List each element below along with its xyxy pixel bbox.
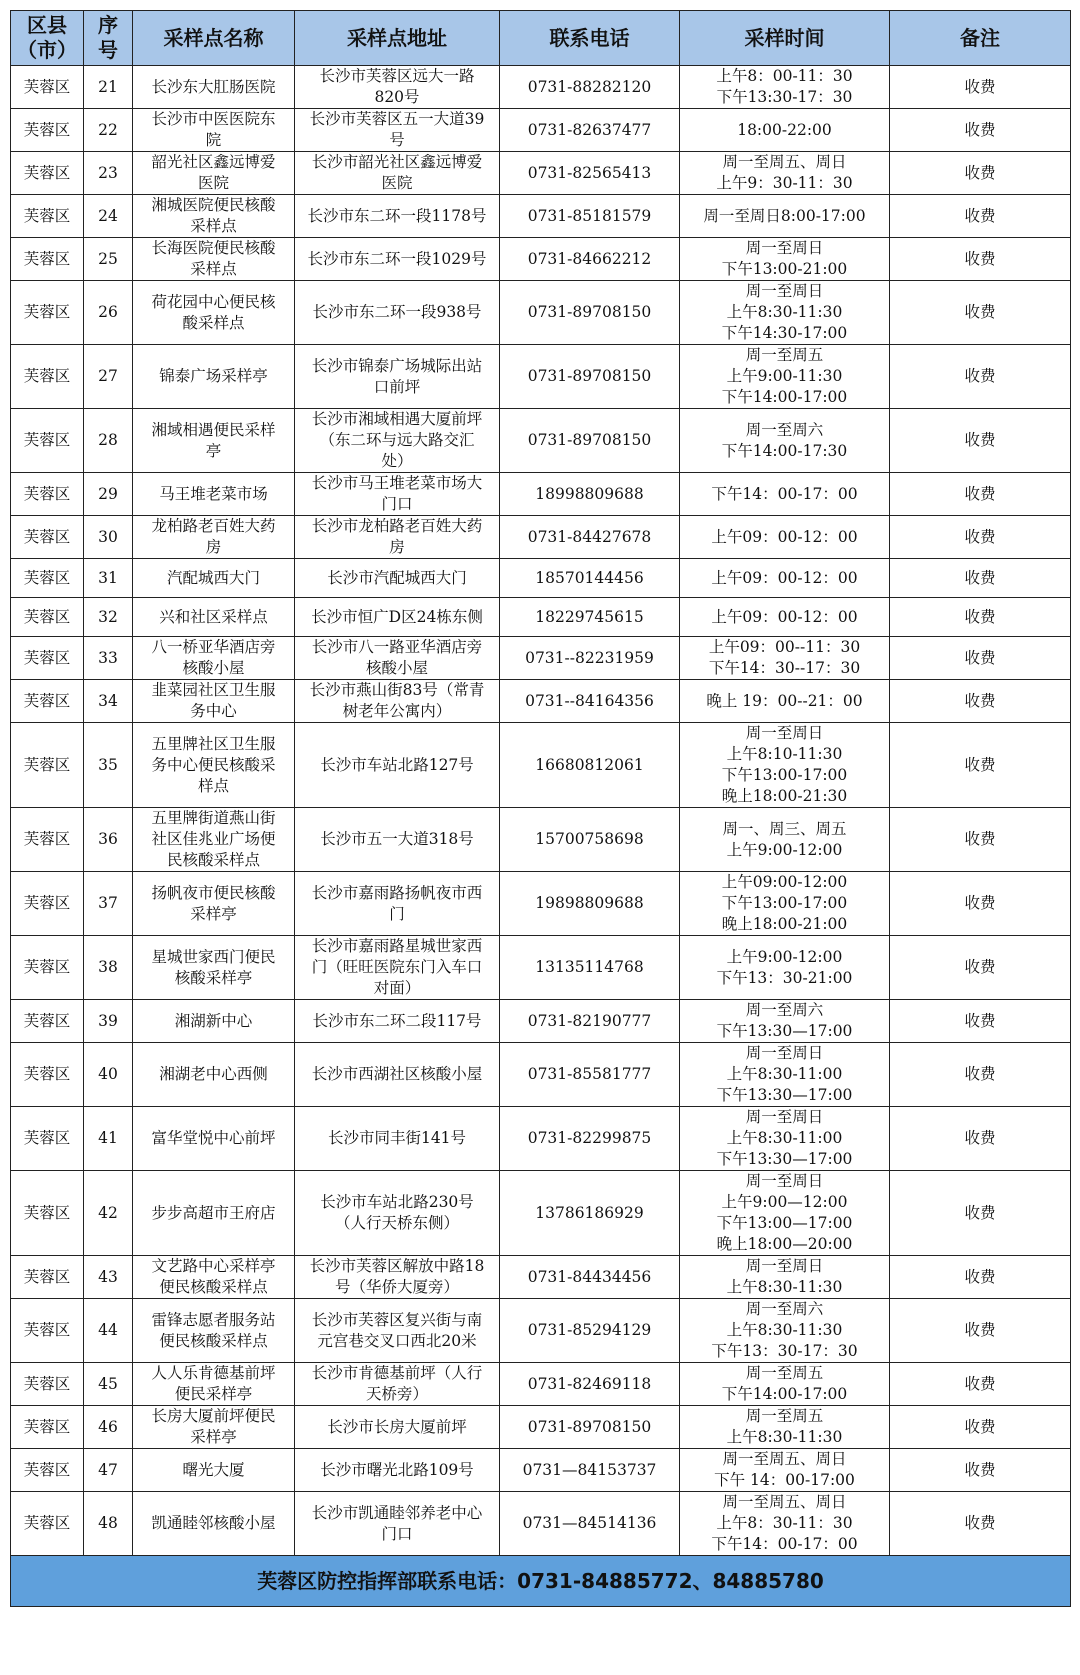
cell-no: 30 [84, 516, 133, 559]
cell-address: 长沙市车站北路127号 [295, 723, 500, 808]
cell-no: 45 [84, 1363, 133, 1406]
cell-district: 芙蓉区 [11, 152, 84, 195]
cell-hours: 周一至周六 下午13:30—17:00 [680, 1000, 890, 1043]
cell-no: 28 [84, 409, 133, 473]
cell-name: 锦泰广场采样亭 [133, 345, 295, 409]
cell-district: 芙蓉区 [11, 1171, 84, 1256]
cell-phone: 0731-85181579 [500, 195, 680, 238]
cell-address: 长沙市东二环二段117号 [295, 1000, 500, 1043]
cell-hours: 下午14：00-17：00 [680, 473, 890, 516]
cell-name: 人人乐肯德基前坪 便民采样亭 [133, 1363, 295, 1406]
cell-hours: 周一至周日 上午8:10-11:30 下午13:00-17:00 晚上18:00-21:30 [680, 723, 890, 808]
cell-phone: 16680812061 [500, 723, 680, 808]
cell-no: 42 [84, 1171, 133, 1256]
cell-note: 收费 [890, 598, 1071, 637]
cell-address: 长沙市芙蓉区解放中路18 号（华侨大厦旁） [295, 1256, 500, 1299]
cell-phone: 0731--84164356 [500, 680, 680, 723]
cell-district: 芙蓉区 [11, 238, 84, 281]
cell-address: 长沙市龙柏路老百姓大药 房 [295, 516, 500, 559]
cell-district: 芙蓉区 [11, 1406, 84, 1449]
table-row [11, 109, 1071, 152]
cell-district: 芙蓉区 [11, 808, 84, 872]
cell-name: 雷锋志愿者服务站 便民核酸采样点 [133, 1299, 295, 1363]
cell-phone: 0731-89708150 [500, 1406, 680, 1449]
table-row [11, 680, 1071, 723]
cell-note: 收费 [890, 516, 1071, 559]
cell-address: 长沙市五一大道318号 [295, 808, 500, 872]
cell-district: 芙蓉区 [11, 1000, 84, 1043]
header-name: 采样点名称 [133, 11, 295, 66]
cell-note: 收费 [890, 680, 1071, 723]
cell-note: 收费 [890, 723, 1071, 808]
cell-phone: 13135114768 [500, 936, 680, 1000]
cell-hours: 周一至周五 上午9:00-11:30 下午14:00-17:00 [680, 345, 890, 409]
cell-no: 43 [84, 1256, 133, 1299]
cell-district: 芙蓉区 [11, 1256, 84, 1299]
cell-address: 长沙市西湖社区核酸小屋 [295, 1043, 500, 1107]
cell-note: 收费 [890, 559, 1071, 598]
cell-district: 芙蓉区 [11, 1043, 84, 1107]
cell-name: 兴和社区采样点 [133, 598, 295, 637]
cell-hours: 周一至周五 下午14:00-17:00 [680, 1363, 890, 1406]
table-row [11, 1171, 1071, 1256]
cell-phone: 15700758698 [500, 808, 680, 872]
table-row [11, 409, 1071, 473]
cell-hours: 周一至周六 下午14:00-17:30 [680, 409, 890, 473]
cell-address: 长沙市凯通睦邻养老中心 门口 [295, 1492, 500, 1556]
cell-district: 芙蓉区 [11, 195, 84, 238]
cell-name: 凯通睦邻核酸小屋 [133, 1492, 295, 1556]
cell-note: 收费 [890, 1000, 1071, 1043]
cell-name: 汽配城西大门 [133, 559, 295, 598]
cell-address: 长沙市恒广D区24栋东侧 [295, 598, 500, 637]
table-row [11, 1107, 1071, 1171]
table-row [11, 1449, 1071, 1492]
cell-note: 收费 [890, 195, 1071, 238]
cell-phone: 0731-89708150 [500, 409, 680, 473]
cell-district: 芙蓉区 [11, 109, 84, 152]
header-address: 采样点地址 [295, 11, 500, 66]
cell-note: 收费 [890, 1492, 1071, 1556]
cell-address: 长沙市长房大厦前坪 [295, 1406, 500, 1449]
table-footer [11, 1556, 1071, 1607]
cell-hours: 周一、周三、周五 上午9:00-12:00 [680, 808, 890, 872]
cell-address: 长沙市东二环一段1029号 [295, 238, 500, 281]
cell-address: 长沙市嘉雨路星城世家西 门（旺旺医院东门入车口 对面） [295, 936, 500, 1000]
cell-no: 32 [84, 598, 133, 637]
table-row [11, 345, 1071, 409]
cell-district: 芙蓉区 [11, 559, 84, 598]
cell-name: 长海医院便民核酸 采样点 [133, 238, 295, 281]
cell-name: 湘湖新中心 [133, 1000, 295, 1043]
cell-no: 39 [84, 1000, 133, 1043]
cell-no: 46 [84, 1406, 133, 1449]
header-no: 序 号 [84, 11, 133, 66]
cell-hours: 上午09：00-12：00 [680, 559, 890, 598]
cell-note: 收费 [890, 1449, 1071, 1492]
cell-note: 收费 [890, 1171, 1071, 1256]
cell-district: 芙蓉区 [11, 680, 84, 723]
cell-name: 湘域相遇便民采样 亭 [133, 409, 295, 473]
cell-phone: 0731-88282120 [500, 66, 680, 109]
table-row [11, 808, 1071, 872]
cell-district: 芙蓉区 [11, 1363, 84, 1406]
cell-hours: 周一至周日 下午13:00-21:00 [680, 238, 890, 281]
table-row [11, 66, 1071, 109]
cell-note: 收费 [890, 238, 1071, 281]
cell-note: 收费 [890, 66, 1071, 109]
cell-note: 收费 [890, 409, 1071, 473]
cell-district: 芙蓉区 [11, 1107, 84, 1171]
cell-phone: 0731-82469118 [500, 1363, 680, 1406]
cell-district: 芙蓉区 [11, 345, 84, 409]
header-hours: 采样时间 [680, 11, 890, 66]
cell-name: 长房大厦前坪便民 采样亭 [133, 1406, 295, 1449]
cell-name: 五里牌街道燕山街 社区佳兆业广场便 民核酸采样点 [133, 808, 295, 872]
cell-phone: 0731-84434456 [500, 1256, 680, 1299]
cell-name: 长沙市中医医院东 院 [133, 109, 295, 152]
cell-address: 长沙市东二环一段1178号 [295, 195, 500, 238]
cell-district: 芙蓉区 [11, 1449, 84, 1492]
sampling-sites-table [10, 10, 1071, 1607]
cell-name: 曙光大厦 [133, 1449, 295, 1492]
cell-phone: 0731-85581777 [500, 1043, 680, 1107]
cell-hours: 上午09：00-12：00 [680, 598, 890, 637]
cell-phone: 0731-85294129 [500, 1299, 680, 1363]
cell-address: 长沙市嘉雨路扬帆夜市西 门 [295, 872, 500, 936]
cell-name: 步步高超市王府店 [133, 1171, 295, 1256]
table-row [11, 1299, 1071, 1363]
cell-no: 22 [84, 109, 133, 152]
table-row [11, 1363, 1071, 1406]
table-row [11, 1492, 1071, 1556]
cell-district: 芙蓉区 [11, 66, 84, 109]
cell-note: 收费 [890, 1107, 1071, 1171]
cell-address: 长沙市八一路亚华酒店旁 核酸小屋 [295, 637, 500, 680]
cell-address: 长沙市芙蓉区五一大道39 号 [295, 109, 500, 152]
cell-hours: 周一至周日8:00-17:00 [680, 195, 890, 238]
cell-address: 长沙市锦泰广场城际出站 口前坪 [295, 345, 500, 409]
table-row [11, 1406, 1071, 1449]
cell-name: 长沙东大肛肠医院 [133, 66, 295, 109]
cell-address: 长沙市芙蓉区远大一路 820号 [295, 66, 500, 109]
cell-address: 长沙市车站北路230号 （人行天桥东侧） [295, 1171, 500, 1256]
cell-hours: 周一至周日 上午8:30-11:30 下午14:30-17:00 [680, 281, 890, 345]
cell-hours: 周一至周六 上午8:30-11:30 下午13：30-17：30 [680, 1299, 890, 1363]
cell-hours: 上午8：00-11：30 下午13:30-17：30 [680, 66, 890, 109]
cell-hours: 上午09：00-12：00 [680, 516, 890, 559]
cell-hours: 18:00-22:00 [680, 109, 890, 152]
cell-no: 27 [84, 345, 133, 409]
cell-phone: 0731-82565413 [500, 152, 680, 195]
cell-hours: 晚上 19：00--21：00 [680, 680, 890, 723]
footer-contact: 芙蓉区防控指挥部联系电话：0731-84885772、84885780 [11, 1556, 1071, 1607]
table-row [11, 516, 1071, 559]
cell-no: 34 [84, 680, 133, 723]
cell-hours: 周一至周五、周日 上午9：30-11：30 [680, 152, 890, 195]
table-row [11, 1256, 1071, 1299]
cell-name: 龙柏路老百姓大药 房 [133, 516, 295, 559]
cell-address: 长沙市汽配城西大门 [295, 559, 500, 598]
cell-no: 36 [84, 808, 133, 872]
cell-note: 收费 [890, 872, 1071, 936]
cell-phone: 0731-82190777 [500, 1000, 680, 1043]
cell-district: 芙蓉区 [11, 1492, 84, 1556]
table-row [11, 723, 1071, 808]
cell-phone: 0731-84427678 [500, 516, 680, 559]
cell-address: 长沙市湘域相遇大厦前坪 （东二环与远大路交汇 处） [295, 409, 500, 473]
cell-phone: 0731-84662212 [500, 238, 680, 281]
cell-hours: 周一至周日 上午8:30-11:00 下午13:30—17:00 [680, 1043, 890, 1107]
cell-no: 48 [84, 1492, 133, 1556]
table-row [11, 598, 1071, 637]
cell-name: 马王堆老菜市场 [133, 473, 295, 516]
cell-name: 星城世家西门便民 核酸采样亭 [133, 936, 295, 1000]
header-district: 区县 （市） [11, 11, 84, 66]
table-row [11, 936, 1071, 1000]
cell-note: 收费 [890, 109, 1071, 152]
sampling-sites-table-wrapper [10, 10, 1070, 1607]
cell-no: 23 [84, 152, 133, 195]
cell-no: 35 [84, 723, 133, 808]
cell-hours: 周一至周日 上午9:00—12:00 下午13:00—17:00 晚上18:00—20:00 [680, 1171, 890, 1256]
cell-phone: 0731—84514136 [500, 1492, 680, 1556]
cell-hours: 周一至周五、周日 上午8：30-11：30 下午14：00-17：00 [680, 1492, 890, 1556]
cell-hours: 周一至周日 上午8:30-11:00 下午13:30—17:00 [680, 1107, 890, 1171]
cell-hours: 上午09：00--11：30 下午14：30--17：30 [680, 637, 890, 680]
cell-note: 收费 [890, 152, 1071, 195]
cell-note: 收费 [890, 637, 1071, 680]
cell-no: 24 [84, 195, 133, 238]
cell-phone: 18570144456 [500, 559, 680, 598]
cell-name: 文艺路中心采样亭 便民核酸采样点 [133, 1256, 295, 1299]
header-note: 备注 [890, 11, 1071, 66]
cell-district: 芙蓉区 [11, 872, 84, 936]
cell-hours: 周一至周五、周日 下午 14：00-17:00 [680, 1449, 890, 1492]
cell-no: 31 [84, 559, 133, 598]
cell-name: 八一桥亚华酒店旁 核酸小屋 [133, 637, 295, 680]
table-body [11, 66, 1071, 1556]
cell-name: 韭菜园社区卫生服 务中心 [133, 680, 295, 723]
cell-no: 21 [84, 66, 133, 109]
cell-district: 芙蓉区 [11, 281, 84, 345]
table-header [11, 11, 1071, 66]
cell-note: 收费 [890, 936, 1071, 1000]
table-row [11, 872, 1071, 936]
cell-phone: 0731—84153737 [500, 1449, 680, 1492]
table-row [11, 238, 1071, 281]
cell-note: 收费 [890, 1406, 1071, 1449]
cell-phone: 0731--82231959 [500, 637, 680, 680]
cell-district: 芙蓉区 [11, 637, 84, 680]
cell-phone: 0731-89708150 [500, 345, 680, 409]
cell-district: 芙蓉区 [11, 516, 84, 559]
cell-address: 长沙市同丰街141号 [295, 1107, 500, 1171]
cell-phone: 0731-82637477 [500, 109, 680, 152]
cell-no: 44 [84, 1299, 133, 1363]
cell-name: 湘湖老中心西侧 [133, 1043, 295, 1107]
cell-district: 芙蓉区 [11, 598, 84, 637]
cell-address: 长沙市芙蓉区复兴街与南 元宫巷交叉口西北20米 [295, 1299, 500, 1363]
cell-district: 芙蓉区 [11, 1299, 84, 1363]
cell-no: 26 [84, 281, 133, 345]
cell-note: 收费 [890, 281, 1071, 345]
table-row [11, 195, 1071, 238]
cell-no: 29 [84, 473, 133, 516]
cell-note: 收费 [890, 808, 1071, 872]
cell-note: 收费 [890, 473, 1071, 516]
cell-phone: 18229745615 [500, 598, 680, 637]
cell-name: 五里牌社区卫生服 务中心便民核酸采 样点 [133, 723, 295, 808]
cell-address: 长沙市肯德基前坪（人行 天桥旁） [295, 1363, 500, 1406]
cell-name: 富华堂悦中心前坪 [133, 1107, 295, 1171]
cell-address: 长沙市韶光社区鑫远博爱 医院 [295, 152, 500, 195]
cell-note: 收费 [890, 1256, 1071, 1299]
cell-address: 长沙市马王堆老菜市场大 门口 [295, 473, 500, 516]
cell-district: 芙蓉区 [11, 409, 84, 473]
cell-name: 扬帆夜市便民核酸 采样亭 [133, 872, 295, 936]
cell-note: 收费 [890, 1299, 1071, 1363]
cell-name: 韶光社区鑫远博爱 医院 [133, 152, 295, 195]
cell-hours: 上午09:00-12:00 下午13:00-17:00 晚上18:00-21:00 [680, 872, 890, 936]
cell-no: 47 [84, 1449, 133, 1492]
cell-hours: 上午9:00-12:00 下午13：30-21:00 [680, 936, 890, 1000]
cell-name: 荷花园中心便民核 酸采样点 [133, 281, 295, 345]
table-row [11, 559, 1071, 598]
cell-phone: 13786186929 [500, 1171, 680, 1256]
cell-hours: 周一至周日 上午8:30-11:30 [680, 1256, 890, 1299]
header-phone: 联系电话 [500, 11, 680, 66]
table-row [11, 1000, 1071, 1043]
cell-no: 37 [84, 872, 133, 936]
table-row [11, 1043, 1071, 1107]
cell-address: 长沙市东二环一段938号 [295, 281, 500, 345]
table-row [11, 473, 1071, 516]
cell-phone: 0731-89708150 [500, 281, 680, 345]
cell-hours: 周一至周五 上午8:30-11:30 [680, 1406, 890, 1449]
cell-address: 长沙市曙光北路109号 [295, 1449, 500, 1492]
cell-district: 芙蓉区 [11, 473, 84, 516]
cell-district: 芙蓉区 [11, 723, 84, 808]
cell-no: 25 [84, 238, 133, 281]
cell-note: 收费 [890, 1043, 1071, 1107]
table-row [11, 637, 1071, 680]
cell-note: 收费 [890, 345, 1071, 409]
cell-phone: 0731-82299875 [500, 1107, 680, 1171]
cell-district: 芙蓉区 [11, 936, 84, 1000]
table-row [11, 152, 1071, 195]
cell-note: 收费 [890, 1363, 1071, 1406]
table-row [11, 281, 1071, 345]
cell-no: 38 [84, 936, 133, 1000]
cell-no: 33 [84, 637, 133, 680]
cell-no: 41 [84, 1107, 133, 1171]
cell-no: 40 [84, 1043, 133, 1107]
cell-address: 长沙市燕山街83号（常青 树老年公寓内） [295, 680, 500, 723]
cell-phone: 19898809688 [500, 872, 680, 936]
cell-phone: 18998809688 [500, 473, 680, 516]
cell-name: 湘城医院便民核酸 采样点 [133, 195, 295, 238]
